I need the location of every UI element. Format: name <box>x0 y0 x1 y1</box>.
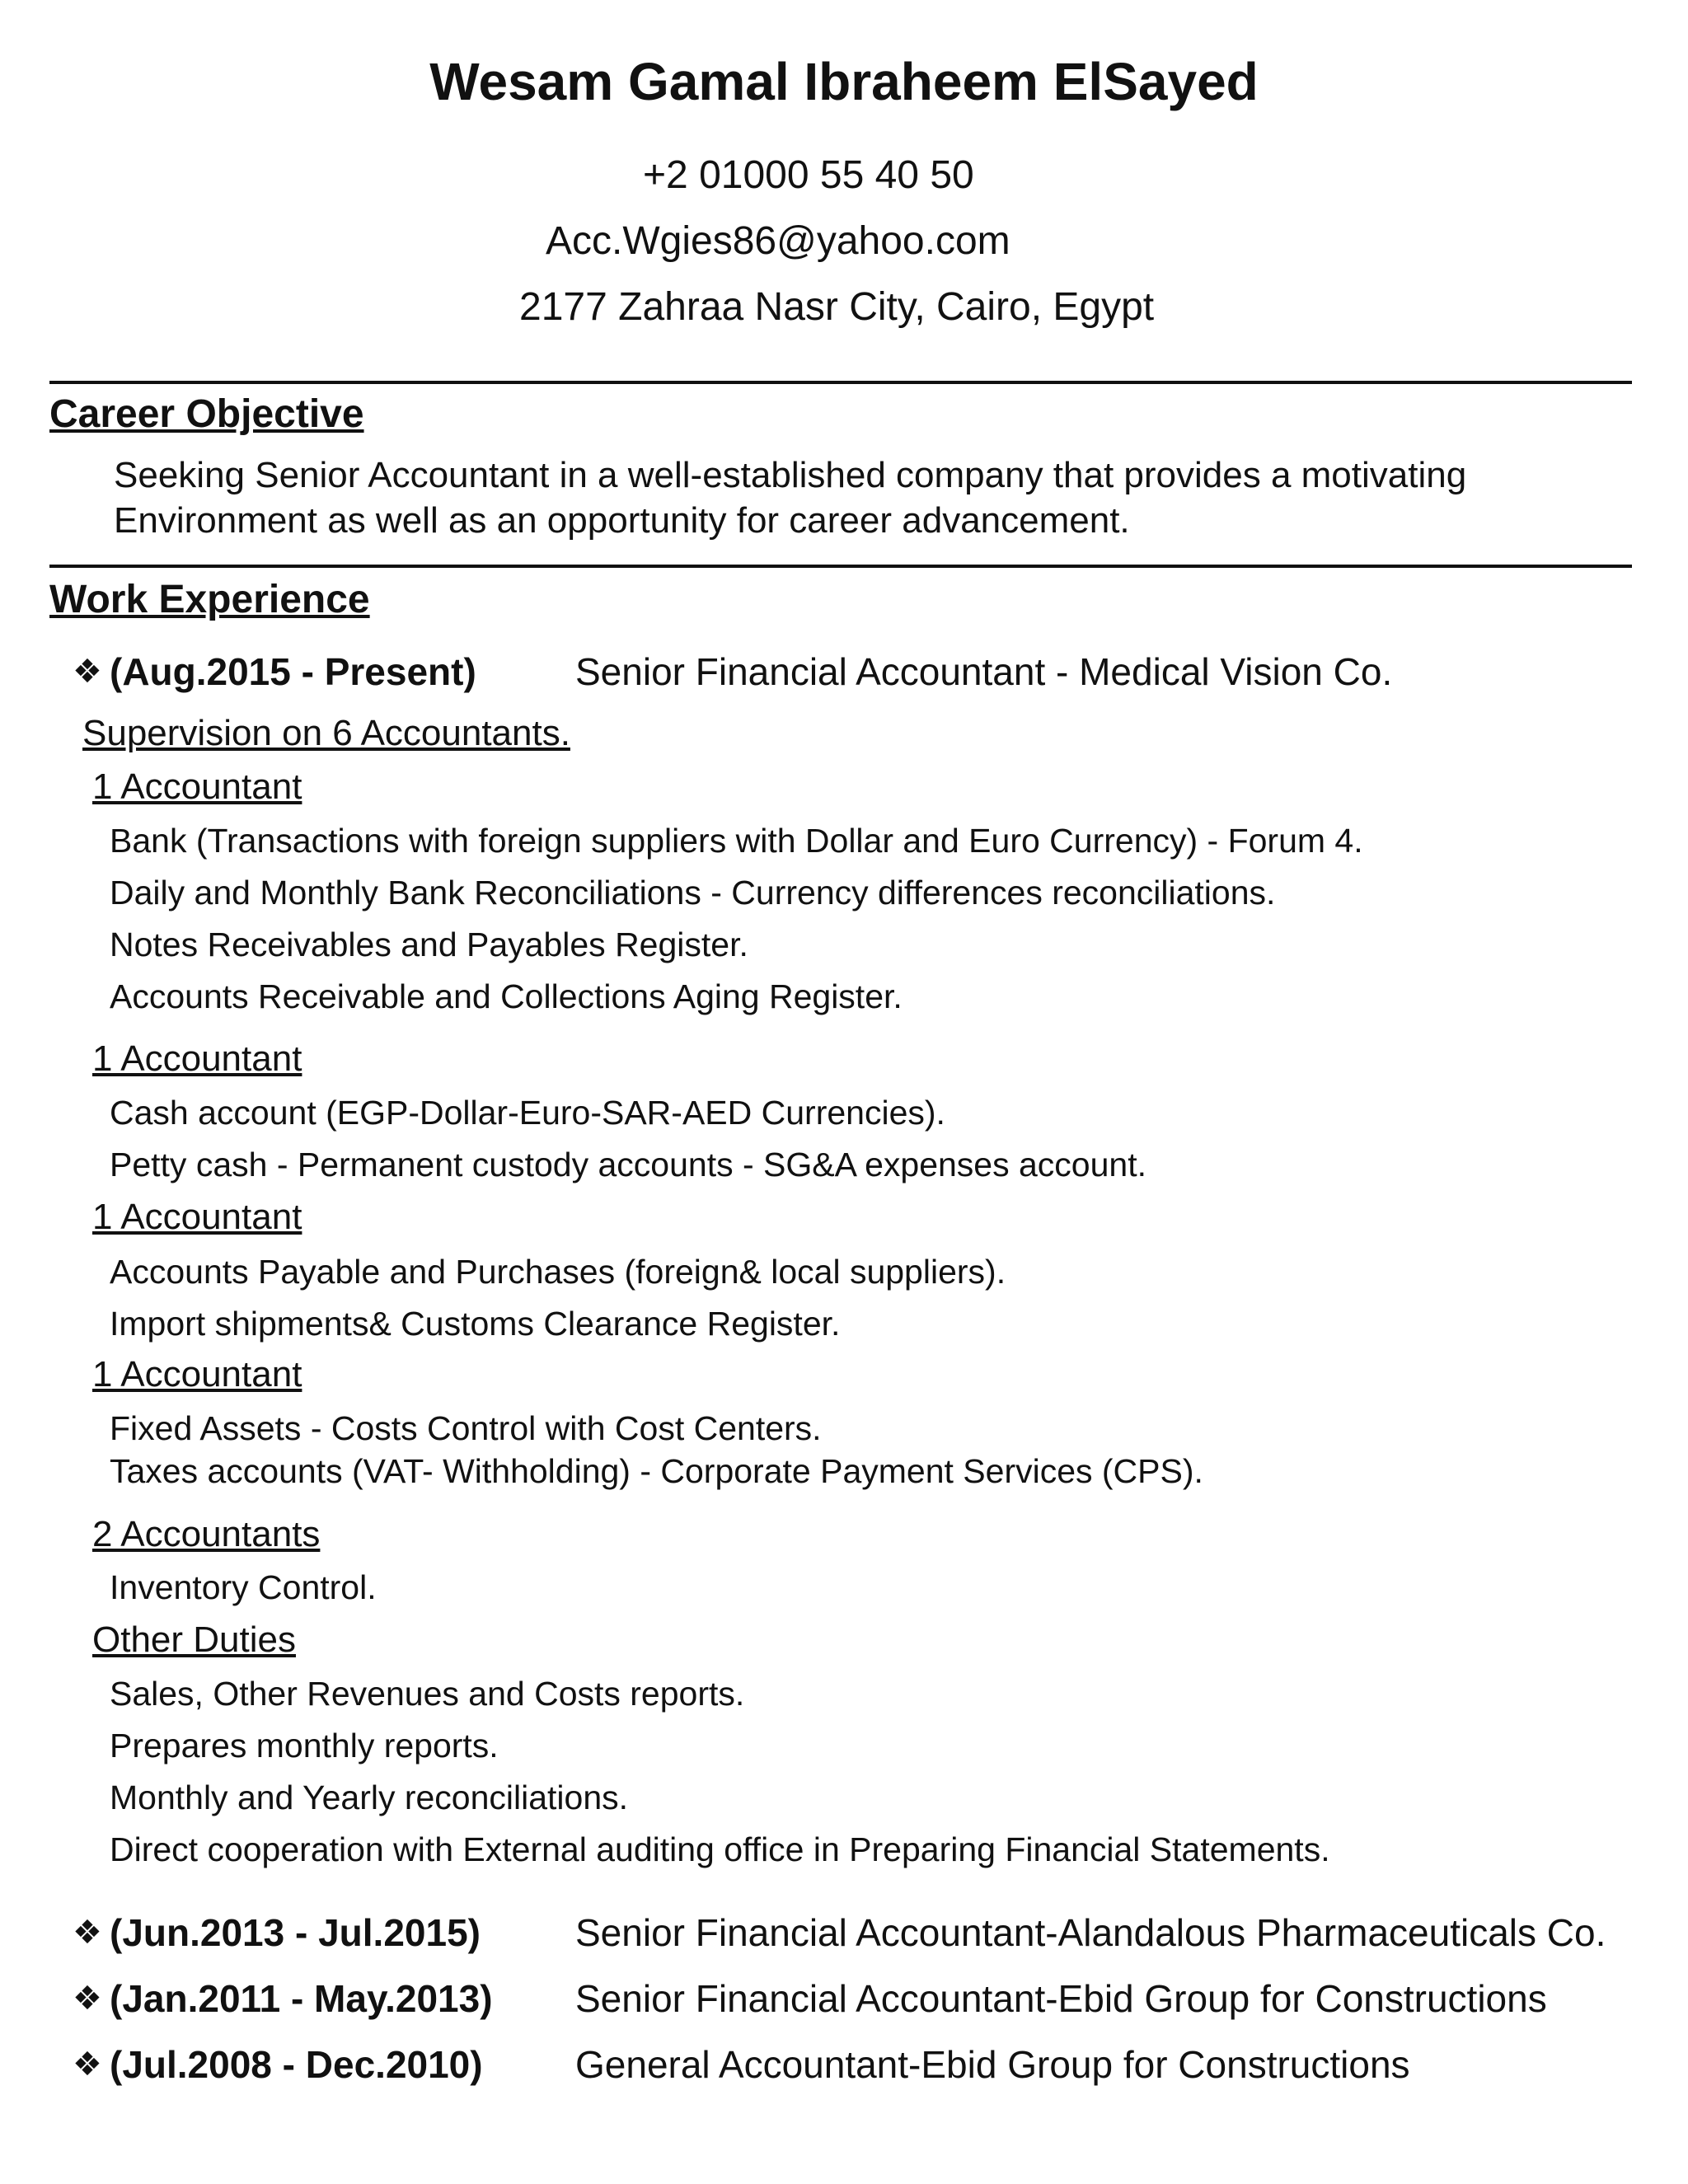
group-heading: 1 Accountant <box>92 1197 302 1237</box>
work-experience-heading: Work Experience <box>49 578 370 621</box>
email-address: Acc.Wgies86@yahoo.com <box>546 219 1010 263</box>
objective-line: Seeking Senior Accountant in a well-established company that provides a motivating <box>114 455 1467 495</box>
career-objective-heading: Career Objective <box>49 392 364 436</box>
job-role: Senior Financial Accountant-Ebid Group for Constructions <box>575 1977 1547 2020</box>
job-role: General Accountant-Ebid Group for Constructions <box>575 2043 1410 2086</box>
objective-line: Environment as well as an opportunity for career advancement. <box>114 500 1130 541</box>
duty-item: Cash account (EGP-Dollar-Euro-SAR-AED Currencies). <box>110 1094 945 1132</box>
duty-item: Direct cooperation with External auditing office in Preparing Financial Statements. <box>110 1830 1330 1868</box>
diamond-bullet-icon: ❖ <box>73 1915 102 1951</box>
duty-item: Notes Receivables and Payables Register. <box>110 926 748 963</box>
duty-item: Fixed Assets - Costs Control with Cost Centers. <box>110 1409 822 1447</box>
duty-item: Inventory Control. <box>110 1568 377 1606</box>
group-heading: Other Duties <box>92 1619 296 1660</box>
job-period: (Jul.2008 - Dec.2010) <box>110 2043 483 2086</box>
divider-rule <box>49 381 1632 384</box>
duty-item: Petty cash - Permanent custody accounts - SG&A expenses account. <box>110 1146 1146 1183</box>
duty-item: Daily and Monthly Bank Reconciliations - Currency differences reconciliations. <box>110 874 1276 912</box>
diamond-bullet-icon: ❖ <box>73 1980 102 2017</box>
duty-item: Sales, Other Revenues and Costs reports. <box>110 1675 745 1713</box>
group-heading: 1 Accountant <box>92 1354 302 1394</box>
duty-item: Monthly and Yearly reconciliations. <box>110 1779 629 1816</box>
diamond-bullet-icon: ❖ <box>73 654 102 690</box>
duty-item: Import shipments& Customs Clearance Register. <box>110 1305 841 1343</box>
supervision-note: Supervision on 6 Accountants. <box>82 713 570 753</box>
job-role: Senior Financial Accountant - Medical Vision Co. <box>575 650 1393 693</box>
diamond-bullet-icon: ❖ <box>73 2046 102 2083</box>
group-heading: 2 Accountants <box>92 1514 321 1554</box>
duty-item: Accounts Payable and Purchases (foreign& local suppliers). <box>110 1253 1006 1291</box>
duty-item: Bank (Transactions with foreign suppliers with Dollar and Euro Currency) - Forum 4. <box>110 822 1363 860</box>
phone-number: +2 01000 55 40 50 <box>643 153 974 197</box>
divider-rule <box>49 565 1632 568</box>
duty-item: Prepares monthly reports. <box>110 1727 499 1765</box>
job-period: (Jan.2011 - May.2013) <box>110 1977 493 2020</box>
candidate-name: Wesam Gamal Ibraheem ElSayed <box>429 52 1259 111</box>
job-period: (Aug.2015 - Present) <box>110 650 476 693</box>
job-role: Senior Financial Accountant-Alandalous Pharmaceuticals Co. <box>575 1911 1606 1954</box>
group-heading: 1 Accountant <box>92 766 302 807</box>
group-heading: 1 Accountant <box>92 1038 302 1079</box>
postal-address: 2177 Zahraa Nasr City, Cairo, Egypt <box>519 285 1155 329</box>
duty-item: Taxes accounts (VAT- Withholding) - Corporate Payment Services (CPS). <box>110 1452 1203 1490</box>
duty-item: Accounts Receivable and Collections Aging Register. <box>110 977 903 1015</box>
job-period: (Jun.2013 - Jul.2015) <box>110 1911 481 1954</box>
